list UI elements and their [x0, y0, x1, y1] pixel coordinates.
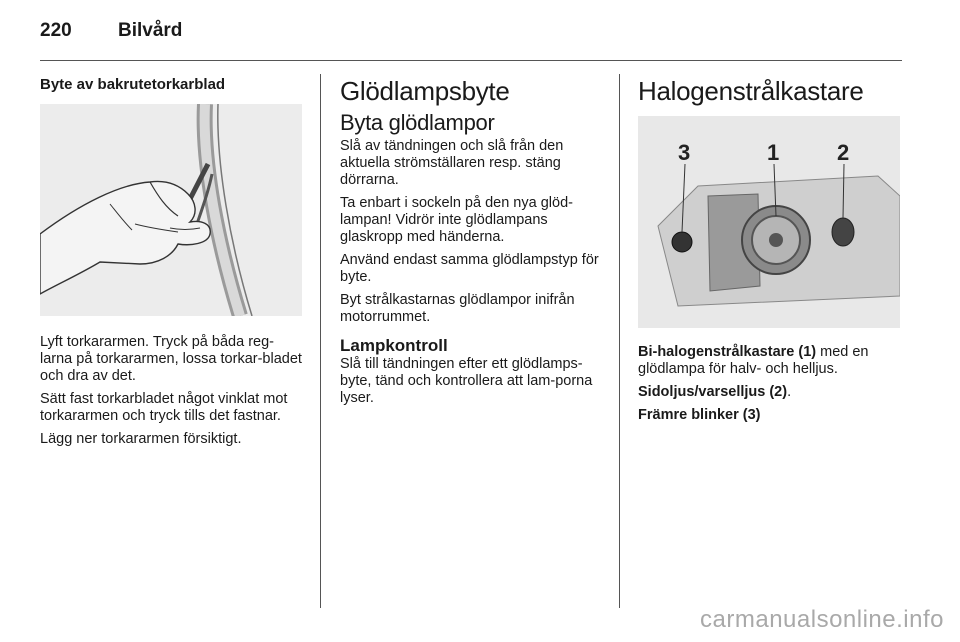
lamp-check-paragraph: Slå till tändningen efter ett glödlamps-byte, tänd och kontrollera att lam-porna lyser.: [340, 356, 593, 406]
subsection-title-lamp-check: Lampkontroll: [340, 336, 448, 355]
bulb-paragraph-3: Använd endast samma glödlampstyp för byte.: [340, 252, 599, 285]
section-title-halogen: Halogenstrålkastare: [638, 76, 864, 106]
section-title-bulb-replacement: Glödlampsbyte: [340, 76, 510, 106]
halogen-item-2-label: Sidoljus/varselljus (2): [638, 384, 788, 400]
column-bulb-replacement: [340, 76, 602, 413]
chapter-title: Bilvård: [118, 20, 183, 41]
halogen-item-3: [638, 407, 900, 424]
page-number: 220: [40, 20, 72, 41]
subsection-title-replace-bulbs: Byta glödlampor: [340, 110, 495, 135]
halogen-item-1: [638, 344, 900, 378]
header-rule: [40, 60, 902, 61]
watermark: carmanualsonline.info: [700, 606, 944, 633]
wiper-paragraph-3: Lägg ner torkararmen försiktigt.: [40, 431, 242, 447]
headlight-illustration: [638, 116, 900, 328]
figure-label-2: 2: [837, 140, 850, 165]
column-halogen-headlights: [638, 76, 900, 430]
wiper-blade-illustration: [40, 104, 302, 316]
figure-label-1: 1: [767, 140, 780, 165]
halogen-item-3-label: Främre blinker (3): [638, 407, 761, 423]
page-header: [40, 20, 900, 44]
column-divider-left: [320, 74, 321, 608]
column-wiper-blade: [40, 76, 302, 454]
figure-label-3: 3: [678, 140, 691, 165]
wiper-paragraph-1: Lyft torkararmen. Tryck på båda reg-larna på torkararmen, lossa torkar-bladet och dra av det.: [40, 334, 302, 384]
bulb-paragraph-2: Ta enbart i sockeln på den nya glöd-lampan! Vidrör inte glödlampans glaskropp med händerna.: [340, 195, 573, 245]
column-divider-right: [619, 74, 620, 608]
halogen-item-2: [638, 384, 900, 401]
section-heading-wiper: Byte av bakrutetorkarblad: [40, 76, 226, 93]
halogen-item-2-text: .: [787, 384, 792, 400]
wiper-paragraph-2: Sätt fast torkarbladet något vinklat mot torkararmen och tryck tills det fastnar.: [40, 391, 288, 424]
halogen-item-1-text: med en glödlampa för halv- och helljus.: [638, 344, 869, 377]
bulb-paragraph-4: Byt strålkastarnas glödlampor inifrån motorrummet.: [340, 292, 575, 325]
bulb-paragraph-1: Slå av tändningen och slå från den aktuella strömställaren resp. stäng dörrarna.: [340, 138, 564, 188]
halogen-item-1-label: Bi-halogenstrålkastare (1): [638, 344, 817, 360]
